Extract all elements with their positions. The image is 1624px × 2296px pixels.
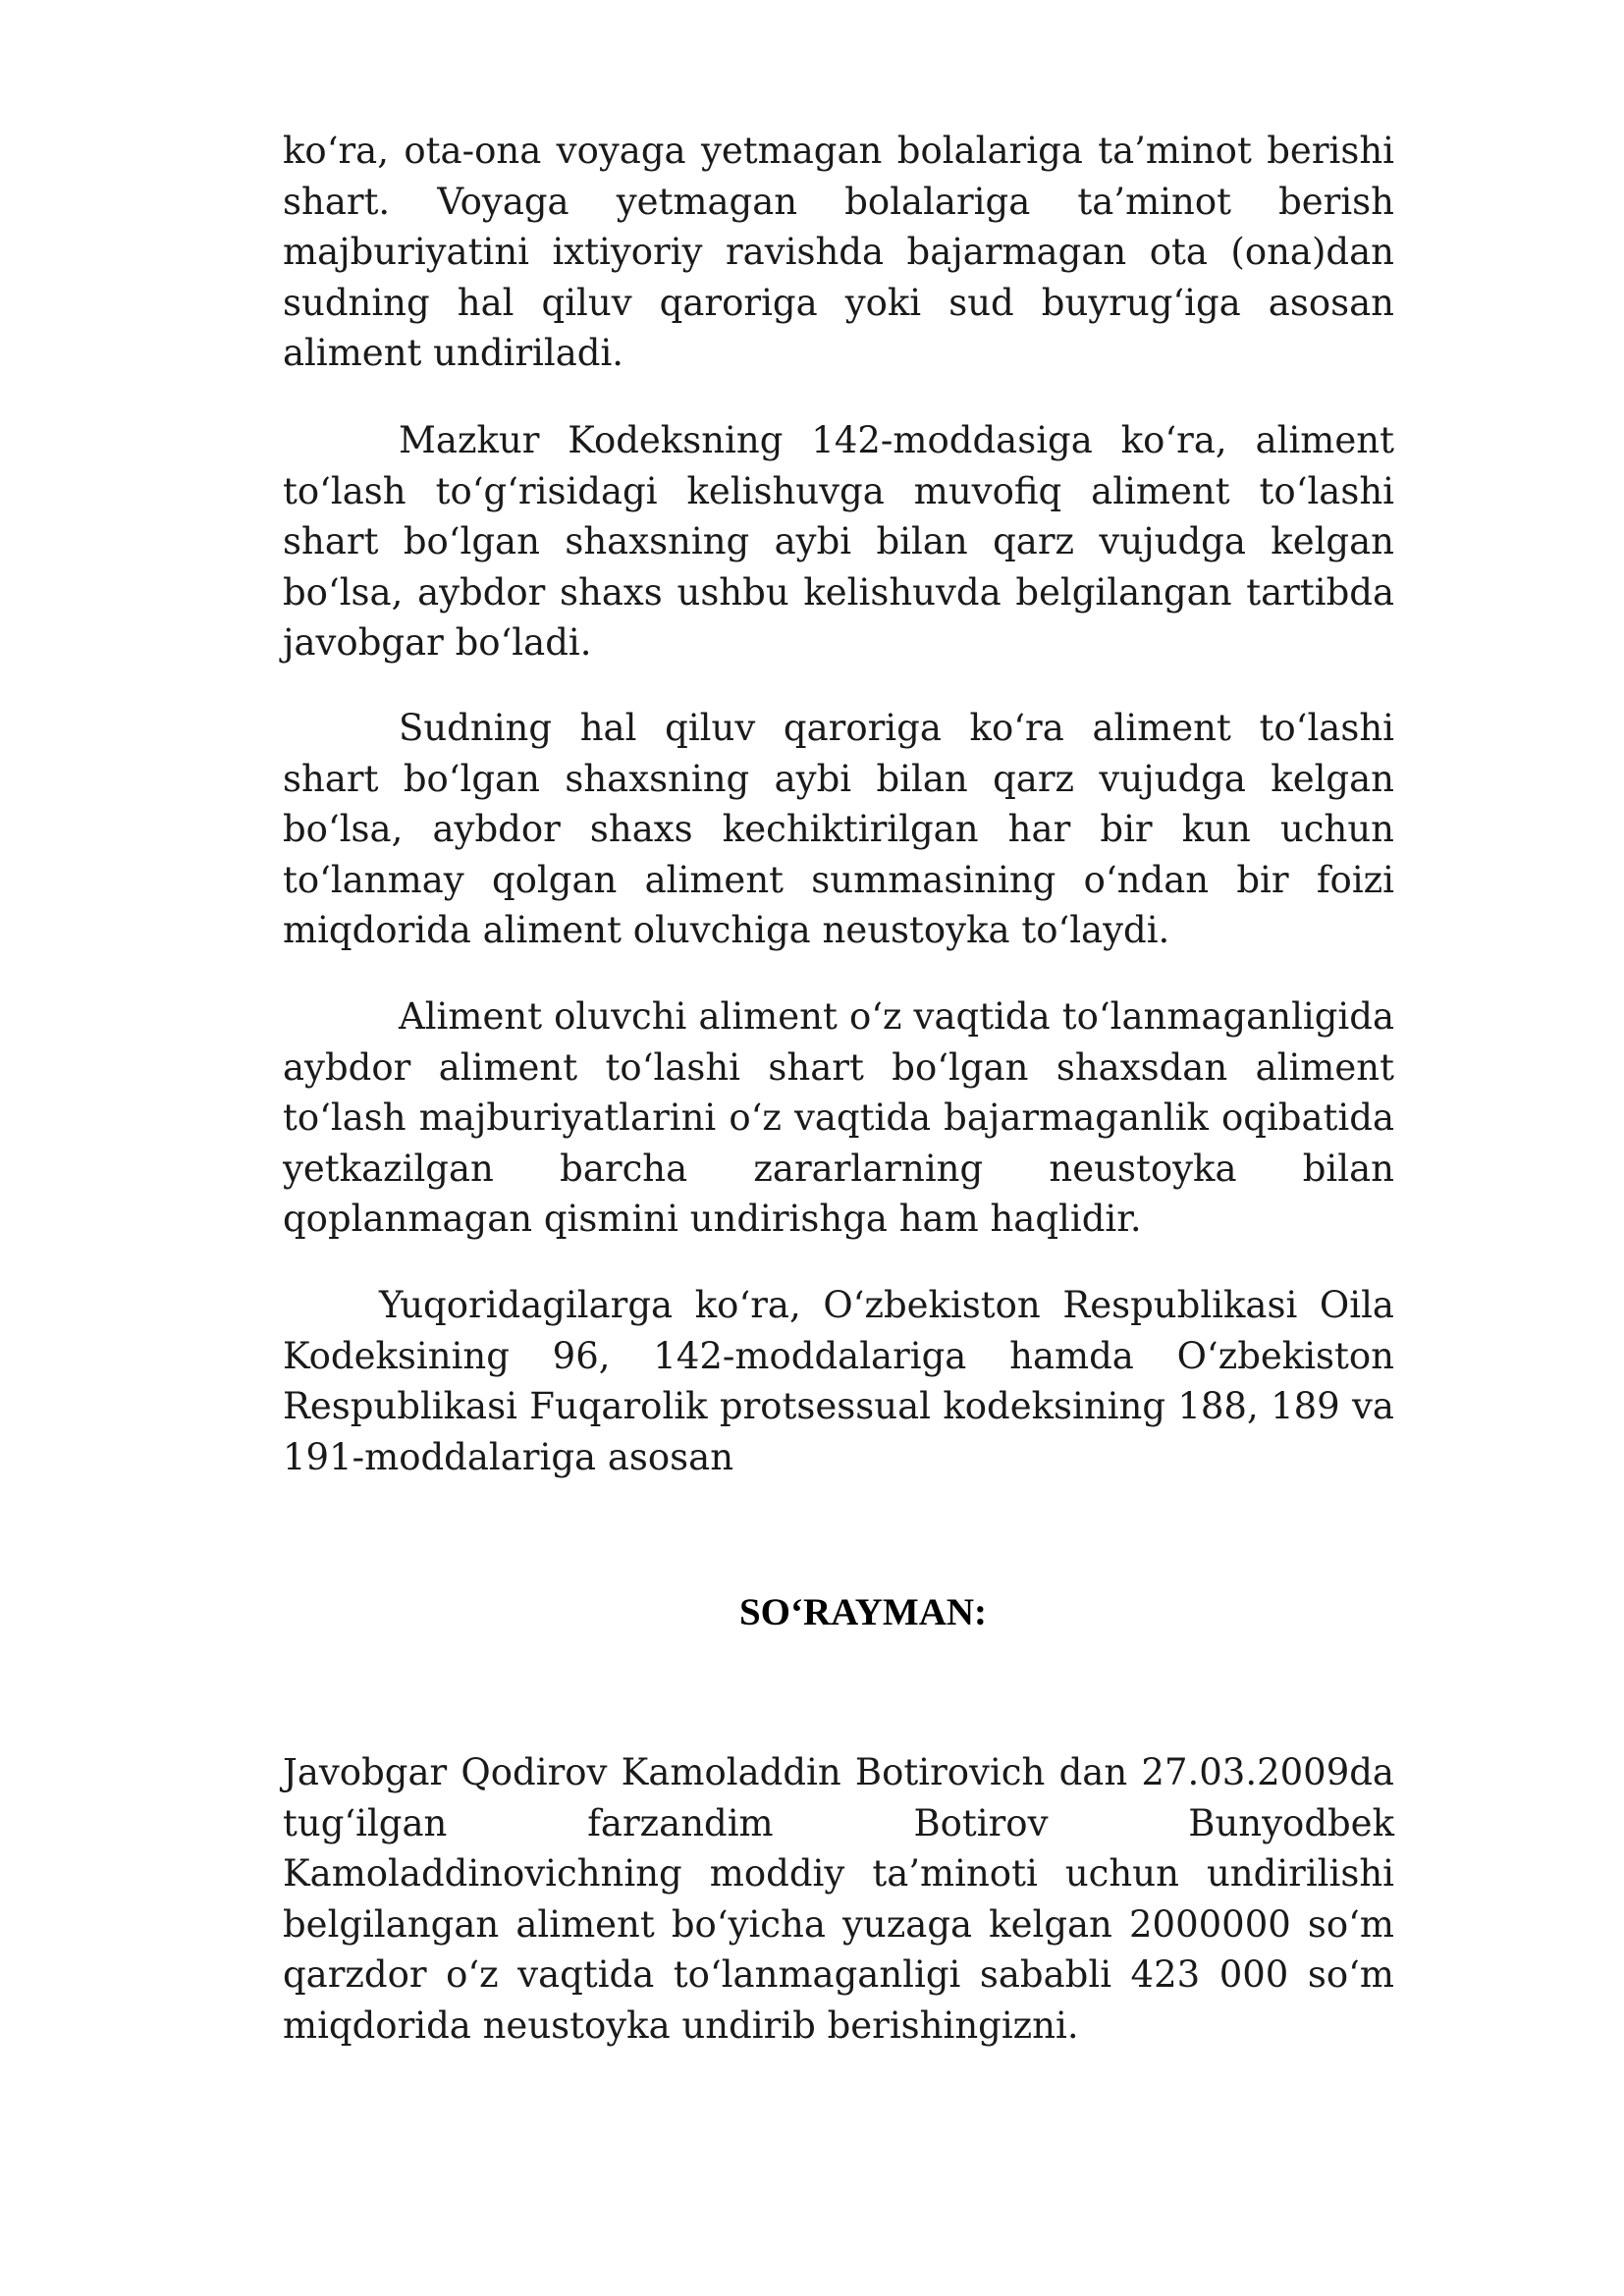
paragraph-legal-basis: Yuqoridagilarga ko‘ra, O‘zbekiston Respublikasi Oila Kodeksining 96, 142-moddalariga hamda O‘zbekiston Respublikasi Fuqarolik protsessual kodeksining 188, 189 va 191-moddalariga asosan — [283, 1284, 1394, 1478]
paragraph-neustoyka: Sudning hal qiluv qaroriga ko‘ra aliment to‘lashi shart bo‘lgan shaxsning aybi bilan qarz vujudga kelgan bo‘lsa, aybdor shaxs kechiktirilgan har bir kun uchun to‘lanmay qolgan aliment summasining o‘ndan bir foizi miqdorida aliment oluvchiga neustoyka to‘laydi. — [283, 707, 1394, 951]
paragraph-damages: Aliment oluvchi aliment o‘z vaqtida to‘lanmaganligida aybdor aliment to‘lashi shart bo‘lgan shaxsdan aliment to‘lash majburiyatlarini o‘z vaqtida bajarmaganlik oqibatida yetkazilgan barcha zararlarning neustoyka bilan qoplanmagan qismini undirishga ham haqlidir. — [283, 995, 1394, 1240]
paragraph-kodeks-142: Mazkur Kodeksning 142-moddasiga ko‘ra, aliment to‘lash to‘g‘risidagi kelishuvga muvofiq aliment to‘lashi shart bo‘lgan shaxsning aybi bilan qarz vujudga kelgan bo‘lsa, aybdor shaxs ushbu kelishuvda belgilangan tartibda javobgar bo‘ladi. — [283, 419, 1394, 664]
request-paragraph: Javobgar Qodirov Kamoladdin Botirovich dan 27.03.2009da tug‘ilgan farzandim Botirov Bunyodbek Kamoladdinovichning moddiy ta’minoti uchun undirilishi belgilangan aliment bo‘yicha yuzaga kelgan 2000000 so‘m qarzdor o‘z vaqtida to‘lanmaganligi sababli 423 000 so‘m miqdorida neustoyka undirib berishingizni. — [283, 1751, 1394, 2047]
paragraph-continuation: ko‘ra, ota-ona voyaga yetmagan bolalariga ta’minot berishi shart. Voyaga yetmagan bolalariga ta’minot berish majburiyatini ixtiyoriy ravishda bajarmagan ota (ona)dan sudning hal qiluv qaroriga yoki sud buyrug‘iga asosan aliment undiriladi. — [283, 130, 1394, 374]
request-heading: SO‘RAYMAN: — [738, 1591, 988, 1633]
